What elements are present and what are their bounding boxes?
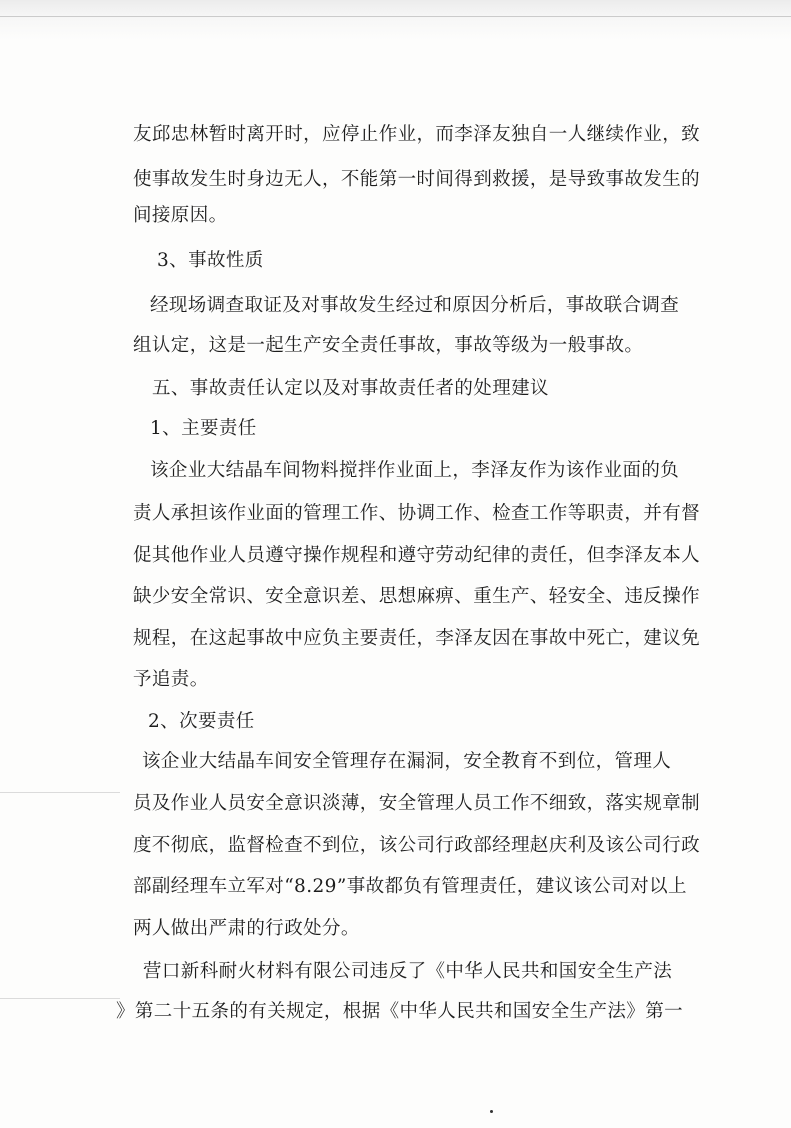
paragraph-line: 员及作业人员安全意识淡薄，安全管理人员工作不细致，落实规章制: [133, 793, 701, 814]
paragraph-line: 部副经理车立军对“8.29”事故都负有管理责任，建议该公司对以上: [133, 876, 687, 897]
paragraph-line: 该企业大结晶车间安全管理存在漏洞，安全教育不到位，管理人: [142, 751, 672, 772]
paragraph-line: 度不彻底，监督检查不到位，该公司行政部经理赵庆利及该公司行政: [133, 835, 701, 856]
paragraph-line: 该企业大结晶车间物料搅拌作业面上，李泽友作为该作业面的负: [150, 460, 680, 481]
paragraph-line: 使事故发生时身边无人，不能第一时间得到救援，是导致事故发生的: [133, 169, 701, 190]
section-heading: 2、次要责任: [148, 711, 255, 732]
paragraph-line: 》第二十五条的有关规定，根据《中华人民共和国安全生产法》第一: [116, 1001, 684, 1022]
section-heading: 1、主要责任: [150, 418, 257, 439]
paragraph-line: 予追责。: [133, 669, 209, 690]
paragraph-line: 规程，在这起事故中应负主要责任，李泽友因在事故中死亡，建议免: [133, 628, 701, 649]
paragraph-line: 促其他作业人员遵守操作规程和遵守劳动纪律的责任，但李泽友本人: [133, 545, 701, 566]
paragraph-line: 两人做出严肃的行政处分。: [133, 918, 360, 939]
section-heading: 3、事故性质: [157, 250, 264, 271]
paragraph-line: 友邱忠林暂时离开时，应停止作业，而李泽友独自一人继续作业，致: [133, 124, 701, 145]
section-heading: 五、事故责任认定以及对事故责任者的处理建议: [152, 378, 549, 399]
paragraph-line: 缺少安全常识、安全意识差、思想麻痹、重生产、轻安全、违反操作: [133, 586, 701, 607]
paragraph-line: 间接原因。: [133, 205, 228, 226]
paragraph-line: 营口新科耐火材料有限公司违反了《中华人民共和国安全生产法: [143, 961, 673, 982]
scan-speck: [490, 1110, 493, 1113]
paragraph-line: 经现场调查取证及对事故发生经过和原因分析后，事故联合调查: [150, 295, 680, 316]
paragraph-line: 组认定，这是一起生产安全责任事故，事故等级为一般事故。: [133, 335, 644, 356]
paragraph-line: 责人承担该作业面的管理工作、协调工作、检查工作等职责，并有督: [133, 503, 701, 524]
